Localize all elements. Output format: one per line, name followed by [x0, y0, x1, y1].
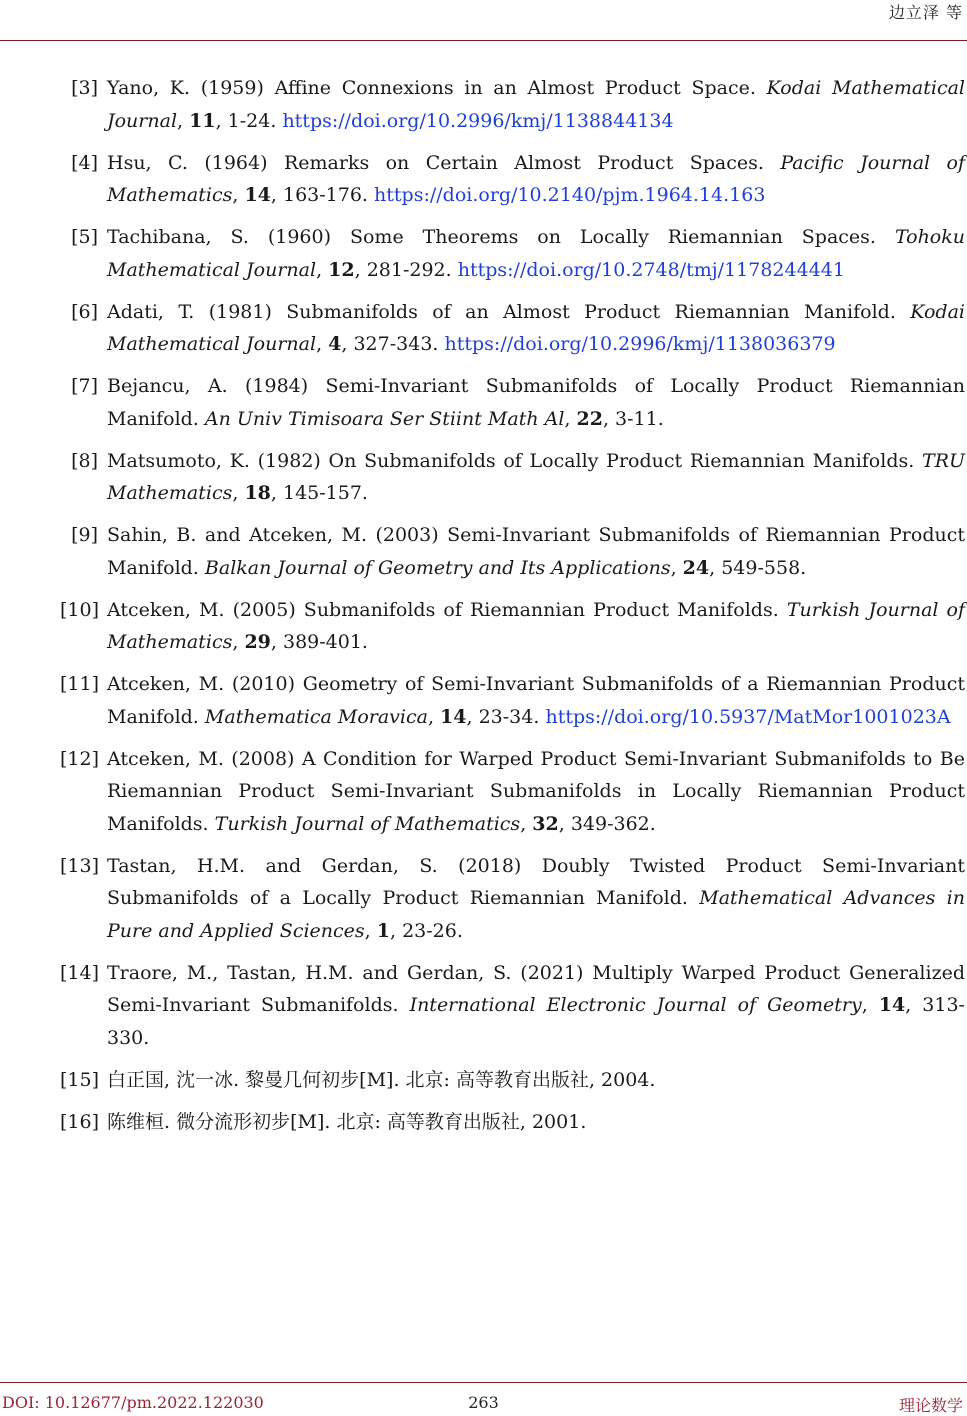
reference-item: [3] Yano, K. (1959) Affine Connexions in an Almost Product Space. Kodai Mathematical Journal, 11, 1-24. https://doi.org/10.2996/kmj/1138844134 — [60, 72, 965, 137]
reference-pages: , 349-362. — [558, 812, 656, 835]
reference-number: [12] — [60, 747, 100, 770]
reference-volume: 32 — [532, 812, 559, 835]
reference-number: [3] — [71, 77, 98, 99]
reference-volume: 4 — [328, 333, 342, 355]
reference-volume: 29 — [244, 631, 271, 653]
reference-authors-title: Tachibana, S. (1960) Some Theorems on Locally Riemannian Spaces. — [107, 226, 876, 248]
reference-journal: Kodai Mathematical Journal — [107, 300, 965, 355]
reference-volume: 11 — [189, 109, 216, 132]
reference-item: [11] Atceken, M. (2010) Geometry of Semi-Invariant Submanifolds of a Riemannian Product Manifold. Mathematica Moravica, 14, 23-34. https://doi.org/10.5937/MatMor1001023A — [60, 668, 965, 733]
reference-pages: , 313-330. — [107, 994, 965, 1049]
reference-authors-title: Sahin, B. and Atceken, M. (2003) Semi-Invariant Submanifolds of Riemannian Product Manifold. — [107, 524, 965, 579]
reference-text: 白正国, 沈一冰. 黎曼几何初步[M]. 北京: 高等教育出版社, 2004. — [107, 1068, 656, 1091]
reference-item: [13] Tastan, H.M. and Gerdan, S. (2018) Doubly Twisted Product Semi-Invariant Submanifolds of a Locally Product Riemannian Manifold. Mathematical Advances in Pure and Applied Sciences, 1, 23-26. — [60, 850, 965, 948]
reference-item: [14] Traore, M., Tastan, H.M. and Gerdan, S. (2021) Multiply Warped Product Generalized Semi-Invariant Submanifolds. International Electronic Journal of Geometry, 14, 313-330. — [60, 957, 965, 1055]
reference-pages: , 549-558. — [709, 556, 807, 579]
page-footer — [0, 1382, 967, 1415]
reference-journal: Pacific Journal of Mathematics — [107, 151, 966, 206]
reference-item: [8] Matsumoto, K. (1982) On Submanifolds of Locally Product Riemannian Manifolds. TRU Mathematics, 18, 145-157. — [60, 445, 965, 510]
footer-doi[interactable]: DOI: 10.12677/pm.2022.122030 — [2, 1393, 264, 1412]
reference-authors-title: Atceken, M. (2008) A Condition for Warped Product Semi-Invariant Submanifolds to Be Riemannian Product Semi-Invariant Submanifolds in Locally Riemannian Product Manifolds. — [107, 747, 965, 835]
reference-pages: , 3-11. — [602, 407, 664, 430]
reference-number: [7] — [71, 375, 98, 397]
reference-authors-title: Hsu, C. (1964) Remarks on Certain Almost Product Spaces. — [107, 151, 764, 174]
reference-volume: 24 — [682, 556, 710, 579]
reference-authors-title: Tastan, H.M. and Gerdan, S. (2018) Doubly Twisted Product Semi-Invariant Submanifolds of a Locally Product Riemannian Manifold. — [107, 854, 965, 909]
reference-doi-link[interactable]: https://doi.org/10.2996/kmj/1138036379 — [444, 333, 836, 355]
reference-number: [11] — [60, 673, 100, 695]
reference-volume: 14 — [440, 705, 467, 728]
reference-number: [9] — [71, 524, 98, 546]
reference-pages: , 1-24. — [215, 109, 277, 132]
reference-authors-title: Yano, K. (1959) Affine Connexions in an Almost Product Space. — [107, 77, 756, 99]
reference-pages: , 23-34. — [466, 705, 540, 728]
reference-journal: Turkish Journal of Mathematics — [107, 598, 966, 653]
reference-text: 陈维桓. 微分流形初步[M]. 北京: 高等教育出版社, 2001. — [107, 1110, 587, 1133]
reference-authors-title: Traore, M., Tastan, H.M. and Gerdan, S. (2021) Multiply Warped Product Generalized Semi-Invariant Submanifolds. — [107, 961, 965, 1016]
reference-number: [8] — [71, 449, 98, 472]
reference-journal: Balkan Journal of Geometry and Its Applications — [204, 556, 671, 579]
reference-number: [13] — [60, 854, 100, 877]
reference-number: [4] — [71, 151, 98, 174]
reference-journal: TRU Mathematics — [107, 449, 966, 504]
page-header — [0, 0, 967, 41]
reference-journal: An Univ Timisoara Ser Stiint Math Al — [204, 407, 565, 430]
reference-item: [6] Adati, T. (1981) Submanifolds of an Almost Product Riemannian Manifold. Kodai Mathematical Journal, 4, 327-343. https://doi.org/10.2996/kmj/1138036379 — [60, 296, 965, 361]
reference-number: [6] — [71, 300, 98, 323]
reference-item: [9] Sahin, B. and Atceken, M. (2003) Semi-Invariant Submanifolds of Riemannian Product Manifold. Balkan Journal of Geometry and Its Applications, 24, 549-558. — [60, 519, 965, 584]
header-authors: 边立泽 等 — [888, 3, 963, 22]
reference-authors-title: Atceken, M. (2010) Geometry of Semi-Invariant Submanifolds of a Riemannian Product Manifold. — [107, 673, 965, 728]
reference-pages: , 327-343. — [341, 333, 439, 355]
reference-journal: Mathematical Advances in Pure and Applied Sciences — [107, 887, 965, 942]
reference-number: [10] — [60, 598, 100, 621]
reference-authors-title: Atceken, M. (2005) Submanifolds of Riemannian Product Manifolds. — [107, 598, 779, 621]
reference-item: [5] Tachibana, S. (1960) Some Theorems on Locally Riemannian Spaces. Tohoku Mathematical Journal, 12, 281-292. https://doi.org/10.2748/tmj/1178244441 — [60, 221, 965, 286]
reference-journal: International Electronic Journal of Geometry — [409, 994, 862, 1016]
reference-number: [14] — [60, 961, 100, 984]
reference-journal: Tohoku Mathematical Journal — [107, 226, 965, 281]
reference-number: [15] — [60, 1068, 100, 1091]
reference-pages: , 163-176. — [270, 184, 368, 206]
reference-item: [4] Hsu, C. (1964) Remarks on Certain Almost Product Spaces. Pacific Journal of Mathematics, 14, 163-176. https://doi.org/10.2140/pjm.1964.14.163 — [60, 147, 965, 212]
reference-volume: 14 — [878, 994, 906, 1016]
reference-doi-link[interactable]: https://doi.org/10.2996/kmj/1138844134 — [282, 109, 674, 132]
reference-doi-link[interactable]: https://doi.org/10.5937/MatMor1001023A — [545, 705, 951, 728]
reference-authors-title: Adati, T. (1981) Submanifolds of an Almost Product Riemannian Manifold. — [107, 300, 896, 323]
reference-journal: Kodai Mathematical Journal — [107, 77, 965, 132]
reference-doi-link[interactable]: https://doi.org/10.2140/pjm.1964.14.163 — [374, 184, 766, 206]
reference-volume: 14 — [244, 184, 271, 206]
reference-pages: , 389-401. — [270, 631, 368, 653]
reference-item: [10] Atceken, M. (2005) Submanifolds of Riemannian Product Manifolds. Turkish Journal of Mathematics, 29, 389-401. — [60, 594, 965, 659]
reference-volume: 12 — [328, 258, 355, 281]
reference-item — [60, 1064, 965, 1097]
reference-journal: Mathematica Moravica — [204, 705, 428, 728]
footer-journal-name: 理论数学 — [898, 1396, 963, 1415]
reference-pages: , 145-157. — [270, 482, 368, 504]
page-number: 263 — [468, 1393, 499, 1412]
reference-pages: , 23-26. — [389, 919, 463, 942]
reference-number: [16] — [60, 1110, 100, 1133]
reference-number: [5] — [71, 226, 98, 248]
reference-journal: Turkish Journal of Mathematics — [214, 812, 521, 835]
reference-authors-title: Bejancu, A. (1984) Semi-Invariant Submanifolds of Locally Product Riemannian Manifold. — [107, 375, 965, 430]
reference-item: [12] Atceken, M. (2008) A Condition for Warped Product Semi-Invariant Submanifolds to Be Riemannian Product Semi-Invariant Submanifolds in Locally Riemannian Product Manifolds. Turkish Journal of Mathematics, 32, 349-362. — [60, 743, 965, 841]
reference-volume: 18 — [244, 482, 271, 504]
reference-volume: 1 — [376, 919, 390, 942]
reference-item: [7] Bejancu, A. (1984) Semi-Invariant Submanifolds of Locally Product Riemannian Manifold. An Univ Timisoara Ser Stiint Math Al, 22, 3-11. — [60, 370, 965, 435]
reference-doi-link[interactable]: https://doi.org/10.2748/tmj/1178244441 — [457, 258, 845, 281]
reference-authors-title: Matsumoto, K. (1982) On Submanifolds of Locally Product Riemannian Manifolds. — [107, 449, 915, 472]
reference-list — [60, 72, 965, 1148]
reference-pages: , 281-292. — [354, 258, 452, 281]
reference-volume: 22 — [576, 407, 603, 430]
reference-item — [60, 1106, 965, 1139]
